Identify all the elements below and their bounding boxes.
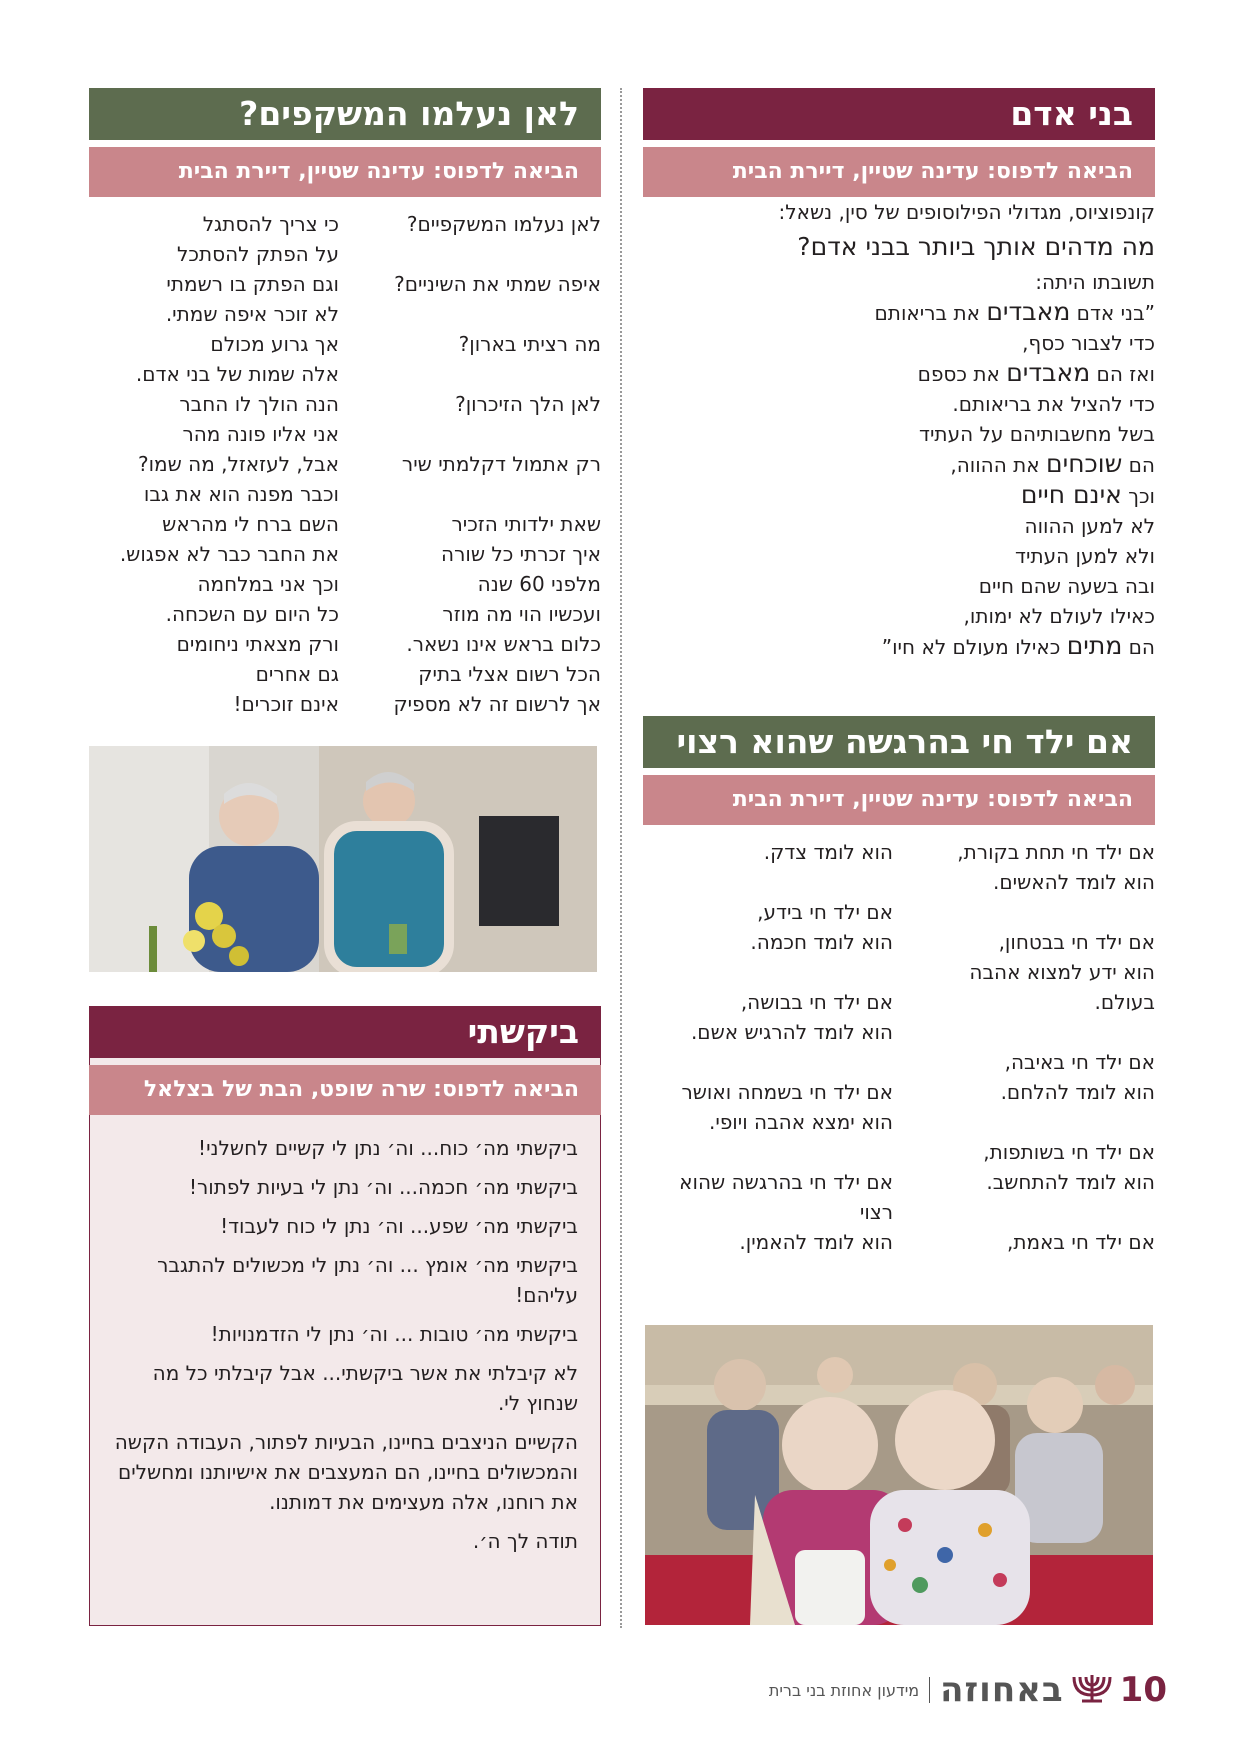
line-text: ”בני אדם: [1070, 301, 1155, 325]
stanza-gap: [643, 1047, 893, 1077]
quote-line: [643, 631, 1155, 662]
line-text: כאילו לעולם לא ימותו,: [963, 604, 1155, 628]
stanza-gap: [643, 957, 893, 987]
article-paragraph: ביקשתי מה׳ שפע... וה׳ נתן לי כוח לעבוד!: [220, 1214, 578, 1238]
poem-line: אבל, לעזאזל, מה שמו?: [137, 452, 339, 476]
column-divider: [620, 88, 622, 1628]
article-title: אם ילד חי בהרגשה שהוא רצוי: [643, 716, 1155, 768]
poem-line: לאן הלך הזיכרון?: [455, 392, 601, 416]
poem-line: הוא לומד להאמין.: [739, 1230, 893, 1254]
stanza-gap: [351, 479, 601, 509]
article-paragraph: ביקשתי מה׳ חכמה... וה׳ נתן לי בעיות לפתור!: [188, 1175, 578, 1199]
quote-line: [643, 511, 1155, 541]
article-byline: הביאה לדפוס: עדינה שטיין, דיירת הבית: [89, 147, 601, 197]
brand-name: באחוזה: [940, 1670, 1064, 1710]
right-column: [643, 88, 1155, 1257]
quote-line: [643, 328, 1155, 358]
poem-line: הוא לומד להרגיש אשם.: [690, 1020, 893, 1044]
article-bikashti: [89, 1006, 601, 1626]
article-question: מה מדהים אותך ביותר בבני אדם?: [797, 232, 1155, 261]
quote-line: [643, 571, 1155, 601]
stanza-gap: [643, 867, 893, 897]
stanza-gap: [905, 897, 1155, 927]
poem-line: הוא ידע למצוא אהבה: [969, 960, 1155, 984]
stanza-gap: [351, 239, 601, 269]
photo-two-residents: [89, 746, 597, 972]
poem-line: אני אליו פונה מהר: [182, 422, 339, 446]
line-text: ובה בשעה שהם חיים: [978, 574, 1155, 598]
poem-line: הוא לומד צדק.: [763, 840, 893, 864]
poem-line: וכך אני במלחמה: [197, 572, 339, 596]
poem-line: וכבר מפנה הוא את גבו: [143, 482, 339, 506]
poem-line: הוא לומד להתחשב.: [986, 1170, 1155, 1194]
poem-line: אך לרשום זה לא מספיק: [393, 692, 601, 716]
poem-line: הנה הולך לו החבר: [179, 392, 339, 416]
emphasized-word: מאבדים: [1006, 358, 1091, 387]
line-text: הם: [1122, 635, 1155, 659]
poem-line: מה רציתי בארון?: [458, 332, 601, 356]
article-bnei-adam: [643, 88, 1155, 662]
poem-column-right: [905, 837, 1155, 1257]
line-text: ואז הם: [1090, 362, 1155, 386]
stanza-gap: [643, 1137, 893, 1167]
poem-line: אם ילד חי בבטחון,: [998, 930, 1155, 954]
article-paragraph: ביקשתי מה׳ אומץ ... וה׳ נתן לי מכשולים להתגבר עליהם!: [157, 1253, 578, 1307]
article-title: בני אדם: [643, 88, 1155, 140]
article-paragraph: הקשיים הניצבים בחיינו, הבעיות לפתור, העבודה הקשה והמכשולים בחיינו, הם המעצבים את אישיותנו ומחשלים את רוחנו, אלה מעצימים את דמותנו.: [114, 1430, 578, 1514]
poem-line: אם ילד חי באיבה,: [1004, 1050, 1155, 1074]
poem-line: כל היום עם השכחה.: [165, 602, 339, 626]
poem-line: גם אחרים: [255, 662, 339, 686]
quote-line: [643, 541, 1155, 571]
poem-line: לאן נעלמו המשקפיים?: [406, 212, 601, 236]
poem-line: אם ילד חי בידע,: [757, 900, 893, 924]
poem-line: רצוי: [859, 1200, 893, 1224]
article-mishkafayim: [89, 88, 601, 719]
article-paragraph: לא קיבלתי את אשר ביקשתי... אבל קיבלתי כל מה שנחוץ לי.: [152, 1361, 578, 1415]
line-text: לא למען ההווה: [1024, 514, 1155, 538]
poem-line: ועכשיו הוי מה מוזר: [442, 602, 601, 626]
article-paragraph: תודה לך ה׳.: [472, 1529, 578, 1553]
poem-line: הכל רשום אצלי בתיק: [418, 662, 601, 686]
poem-line: וגם הפתק בו רשמתי: [166, 272, 339, 296]
page-footer: [769, 1669, 1167, 1711]
article-body: [90, 1115, 600, 1556]
page-number: 10: [1119, 1670, 1167, 1710]
footer-subtitle: מידעון אחוזת בני ברית: [768, 1680, 920, 1700]
emphasized-word: מאבדים: [986, 297, 1071, 326]
poem-column-left: [89, 209, 339, 719]
line-text: וכך: [1121, 484, 1155, 508]
poem-line: אם ילד חי בבושה,: [740, 990, 893, 1014]
quote-line: [643, 480, 1155, 511]
poem-line: רק אתמול דקלמתי שיר: [401, 452, 601, 476]
article-byline: הביאה לדפוס: עדינה שטיין, דיירת הבית: [643, 775, 1155, 825]
quote-line: [643, 449, 1155, 480]
poem-line: כלום בראש אינו נשאר.: [406, 632, 601, 656]
article-title: ביקשתי: [89, 1006, 601, 1058]
poem-line: את החבר כבר לא אפגוש.: [119, 542, 339, 566]
left-column: [89, 88, 601, 719]
quote-line: [643, 297, 1155, 328]
emphasized-word: מתים: [1066, 631, 1123, 660]
stanza-gap: [351, 359, 601, 389]
stanza-gap: [905, 1017, 1155, 1047]
photo-residents-group: [645, 1325, 1153, 1625]
poem-line: אך גרוע מכולם: [210, 332, 339, 356]
poem-line: אם ילד חי בשמחה ואושר: [681, 1080, 893, 1104]
poem-line: איך זכרתי כל שורה: [441, 542, 601, 566]
poem-line: אם ילד חי בהרגשה שהוא: [679, 1170, 893, 1194]
poem-line: אינם זוכרים!: [233, 692, 339, 716]
poem-line: איפה שמתי את השיניים?: [394, 272, 601, 296]
article-paragraph: ביקשתי מה׳ כוח... וה׳ נתן לי קשיים לחשלני!: [198, 1136, 578, 1160]
quote-line: [643, 358, 1155, 389]
article-lead: קונפוציוס, מגדולי הפילוסופים של סין, נשאל:: [778, 200, 1155, 224]
line-text: ולא למען העתיד: [1015, 544, 1155, 568]
stanza-gap: [351, 419, 601, 449]
poem-line: הוא לומד חכמה.: [750, 930, 893, 954]
poem-line: מלפני 60 שנה: [477, 572, 601, 596]
line-text: כדי להציל את בריאותם.: [952, 392, 1155, 416]
stanza-gap: [905, 1107, 1155, 1137]
footer-separator: [929, 1677, 930, 1703]
quote-line: [643, 601, 1155, 631]
emphasized-word: אינם חיים: [1020, 480, 1122, 509]
article-byline: הביאה לדפוס: עדינה שטיין, דיירת הבית: [643, 147, 1155, 197]
poem-line: הוא לומד להאשים.: [993, 870, 1155, 894]
stanza-gap: [905, 1197, 1155, 1227]
poem-line: אם ילד חי בשותפות,: [983, 1140, 1155, 1164]
line-text: בשל מחשבותיהם על העתיד: [919, 422, 1155, 446]
quote-lines: [643, 297, 1155, 662]
line-text: את בריאותם: [874, 301, 987, 325]
quote-line: [643, 419, 1155, 449]
line-text: את ההווה,: [950, 453, 1047, 477]
poem-line: אם ילד חי תחת בקורת,: [957, 840, 1155, 864]
menorah-icon: [1070, 1673, 1114, 1707]
answer-label: תשובתו היתה:: [1035, 270, 1155, 294]
poem-line: שאת ילדותי הזכיר: [451, 512, 601, 536]
article-title: לאן נעלמו המשקפים?: [89, 88, 601, 140]
poem-line: הוא לומד להלחם.: [1000, 1080, 1155, 1104]
poem-column-left: [643, 837, 893, 1257]
poem-line: לא זוכר איפה שמתי.: [165, 302, 339, 326]
quote-line: [643, 389, 1155, 419]
poem-line: כי צריך להסתגל: [202, 212, 339, 236]
poem-line: אם ילד חי באמת,: [1006, 1230, 1155, 1254]
line-text: כאילו מעולם לא חיו”: [881, 635, 1067, 659]
line-text: את כספם: [917, 362, 1007, 386]
article-yeled: [643, 716, 1155, 1257]
poem-line: ורק מצאתי ניחומים: [176, 632, 339, 656]
article-byline: הביאה לדפוס: שרה שופט, הבת של בצלאל: [89, 1065, 601, 1115]
poem-line: בעולם.: [1094, 990, 1155, 1014]
line-text: הם: [1122, 453, 1155, 477]
poem-line: השם ברח לי מהראש: [162, 512, 339, 536]
article-paragraph: ביקשתי מה׳ טובות ... וה׳ נתן לי הזדמנויות!: [210, 1322, 578, 1346]
poem-line: הוא ימצא אהבה ויופי.: [708, 1110, 893, 1134]
poem-line: אלה שמות של בני אדם.: [135, 362, 339, 386]
poem-line: על הפתק להסתכל: [177, 242, 339, 266]
poem-column-right: [351, 209, 601, 719]
stanza-gap: [351, 299, 601, 329]
line-text: כדי לצבור כסף,: [1022, 331, 1155, 355]
emphasized-word: שוכחים: [1046, 449, 1123, 478]
